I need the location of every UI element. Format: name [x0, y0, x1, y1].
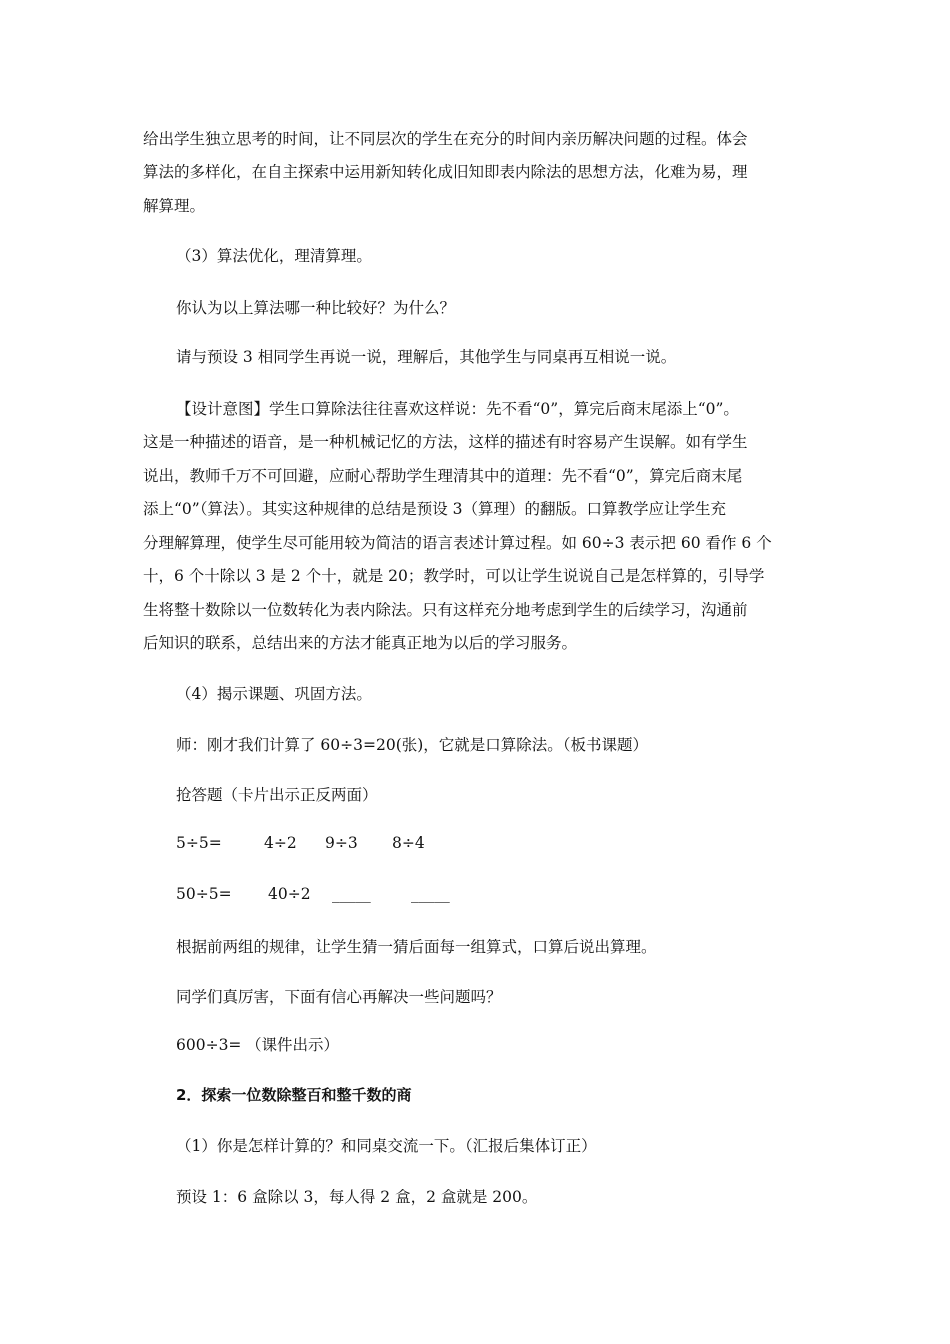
quiz-expression: 40÷2	[268, 885, 311, 903]
preset-line: 预设 1：6 盒除以 3，每人得 2 盒，2 盒就是 200。	[176, 1188, 538, 1206]
quiz-blank: _____	[332, 885, 371, 903]
paragraph-line: 给出学生独立思考的时间，让不同层次的学生在充分的时间内亲历解决问题的过程。体会	[143, 130, 748, 148]
praise-line: 同学们真厉害，下面有信心再解决一些问题吗？	[176, 988, 502, 1006]
instruction-line: 请与预设 3 相同学生再说一说，理解后，其他学生与同桌再互相说一说。	[176, 348, 677, 366]
quiz-expression: 50÷5=	[176, 885, 232, 903]
problem-note: （课件出示）	[246, 1036, 340, 1054]
design-intent-line: 十，6 个十除以 3 是 2 个十，就是 20；教学时，可以让学生说说自己是怎样算的，引导学	[143, 567, 765, 585]
step-heading: （1）你是怎样计算的？和同桌交流一下。（汇报后集体订正）	[176, 1137, 597, 1155]
design-intent-line: 添上“0”（算法）。其实这种规律的总结是预设 3（算理）的翻版。口算教学应让学生充	[143, 500, 727, 518]
quiz-expression: 5÷5=	[176, 834, 222, 852]
problem-expression: 600÷3=	[176, 1036, 242, 1054]
step-heading: （3）算法优化，理清算理。	[176, 247, 372, 265]
quiz-expression: 8÷4	[392, 834, 425, 852]
section-heading: 2．探索一位数除整百和整千数的商	[176, 1086, 412, 1104]
question-line: 你认为以上算法哪一种比较好？为什么？	[176, 299, 456, 317]
quiz-title: 抢答题（卡片出示正反两面）	[176, 786, 378, 804]
design-intent-line: 【设计意图】学生口算除法往往喜欢这样说：先不看“0”，算完后商末尾添上“0”。	[176, 400, 739, 418]
design-intent-line: 这是一种描述的语音，是一种机械记忆的方法，这样的描述有时容易产生误解。如有学生	[143, 433, 748, 451]
paragraph-line: 算法的多样化，在自主探索中运用新知转化成旧知即表内除法的思想方法，化难为易，理	[143, 163, 748, 181]
design-intent-line: 说出，教师千万不可回避，应耐心帮助学生理清其中的道理：先不看“0”，算完后商末尾	[143, 467, 743, 485]
teacher-line: 师：刚才我们计算了 60÷3=20(张)，它就是口算除法。（板书课题）	[176, 736, 649, 754]
quiz-expression: 9÷3	[325, 834, 358, 852]
guess-line: 根据前两组的规律，让学生猜一猜后面每一组算式，口算后说出算理。	[176, 938, 657, 956]
design-intent-line: 生将整十数除以一位数转化为表内除法。只有这样充分地考虑到学生的后续学习，沟通前	[143, 601, 748, 619]
paragraph-line: 解算理。	[143, 197, 206, 215]
design-intent-line: 后知识的联系，总结出来的方法才能真正地为以后的学习服务。	[143, 634, 578, 652]
quiz-blank: _____	[411, 885, 450, 903]
step-heading: （4）揭示课题、巩固方法。	[176, 685, 372, 703]
quiz-expression: 4÷2	[264, 834, 297, 852]
design-intent-line: 分理解算理，使学生尽可能用较为简洁的语言表述计算过程。如 60÷3 表示把 60 看作 6 个	[143, 534, 772, 552]
